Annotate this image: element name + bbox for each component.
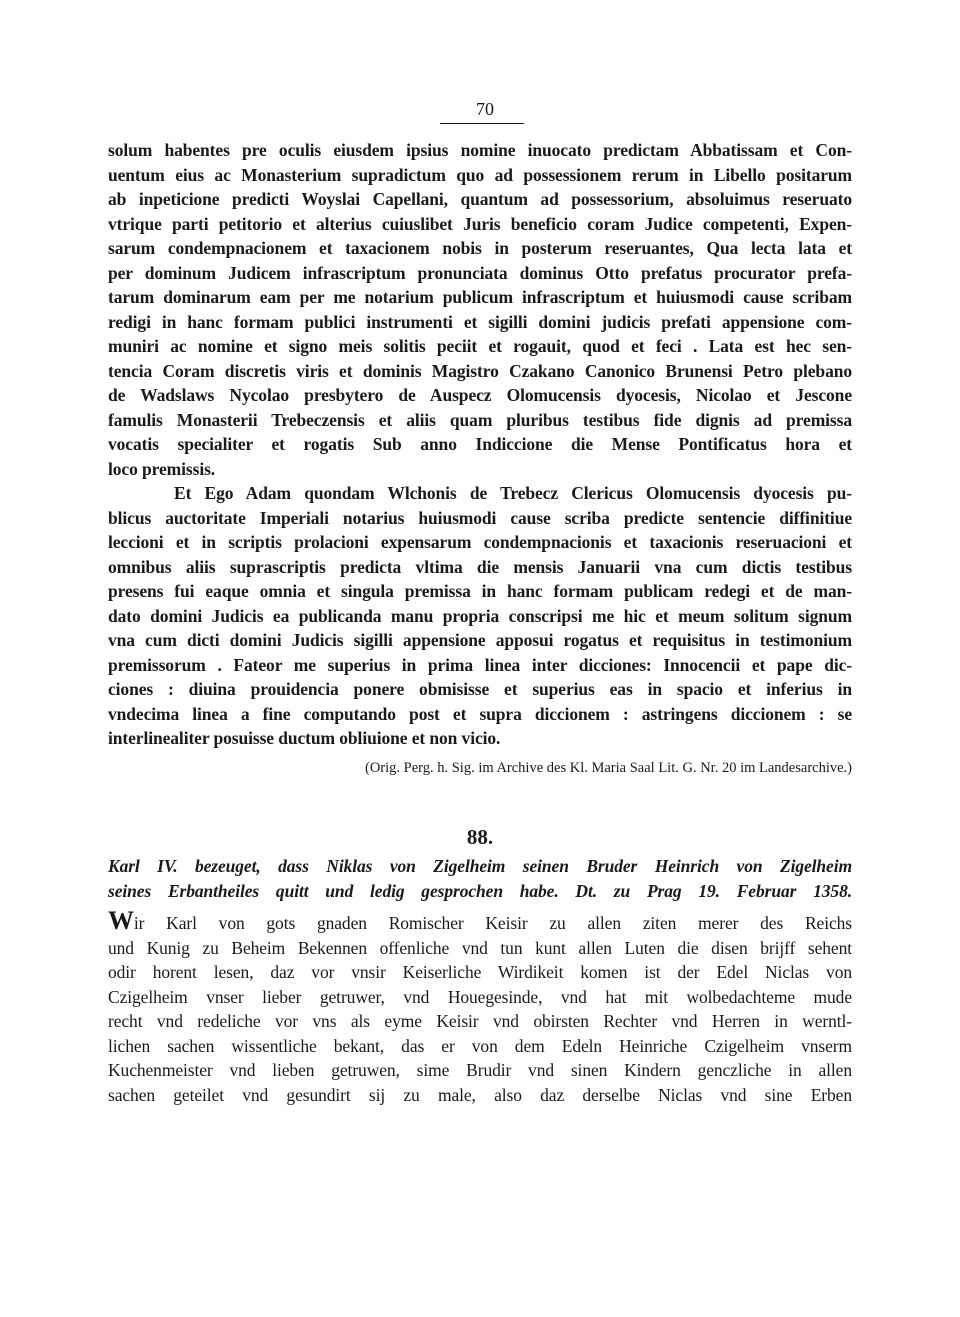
text-line: sachen geteilet vnd gesundirt sij zu male, also daz derselbe Niclas vnd sine Erben: [108, 1084, 852, 1105]
text-line: vndecima linea a fine computando post et supra diccionem : astringens diccionem : se: [108, 703, 852, 724]
text-line: ab inpeticione predicti Woyslai Capellani, quantum ad possessorium, absoluimus reseruato: [108, 189, 852, 209]
heading-line: Karl IV. bezeuget, dass Niklas von Zigelheim seinen Bruder Heinrich von Zigelheim: [108, 856, 852, 876]
text-line: vtrique parti petitorio et alterius cuiuslibet Juris beneficio coram Judice competenti, Expen-: [108, 213, 852, 234]
text-line: recht vnd redeliche vor vns als eyme Keisir vnd obirsten Rechter vnd Herren in werntl-: [108, 1011, 852, 1031]
text-line: lichen sachen wissentliche bekant, das er von dem Edeln Heinriche Czigelheim vnserm: [108, 1035, 852, 1056]
text-line: muniri ac nomine et signo meis solitis peciit et rogauit, quod et feci . Lata est hec sen-: [108, 336, 852, 356]
source-citation: (Orig. Perg. h. Sig. im Archive des Kl. Maria Saal Lit. G. Nr. 20 im Landesarchive.): [365, 760, 852, 776]
page-number-rule: [440, 123, 524, 124]
text-line: leccioni et in scriptis prolacioni expensarum condempnacionis et taxacionis reseruacioni et: [108, 532, 852, 552]
page-number: 70: [476, 99, 494, 119]
text-line: redigi in hanc formam publici instrumenti et sigilli domini judicis prefati appensione com-: [108, 311, 852, 332]
document-number: 88.: [466, 825, 494, 849]
paragraph-2: [108, 481, 852, 751]
text-line: vna cum dicti domini Judicis sigilli appensione apposui rogatus et requisitus in testimonium: [108, 630, 852, 650]
text-line: dato domini Judicis ea publicanda manu propria conscripsi me hic et meum solitum signum: [108, 605, 852, 626]
text-line: interlinealiter posuisse ductum obliuione et non vicio.: [108, 728, 501, 748]
text-line: famulis Monasterii Trebeczensis et aliis quam pluribus testibus fide dignis ad premissa: [108, 409, 852, 430]
text-line: und Kunig zu Beheim Bekennen offenliche vnd tun kunt allen Luten die disen brijff sehent: [108, 937, 852, 958]
text-line: solum habentes pre oculis eiusdem ipsius nomine inuocato predictam Abbatissam et Con-: [108, 140, 852, 160]
text-line: vocatis specialiter et rogatis Sub anno Indiccione die Mense Pontificatus hora et: [108, 434, 852, 454]
text-line: de Wadslaws Nycolao presbytero de Auspecz Olomucensis dyocesis, Nicolao et Jescone: [108, 385, 852, 405]
text-line: odir horent lesen, daz vor vnsir Keiserliche Wirdikeit komen ist der Edel Niclas von: [108, 962, 852, 982]
text-line: Et Ego Adam quondam Wlchonis de Trebecz Clericus Olomucensis dyocesis pu-: [174, 483, 852, 503]
text-line-first: [108, 906, 852, 936]
paragraph-1: [108, 138, 852, 481]
text-line: Kuchenmeister vnd lieben getruwen, sime Brudir vnd sinen Kindern genczliche in allen: [108, 1060, 852, 1080]
text-line: uentum eius ac Monasterium supradictum quo ad possessionem rerum in Libello positarum: [108, 164, 852, 185]
first-line-text: ir Karl von gots gnaden Romischer Keisir zu allen ziten merer des Reichs: [133, 913, 852, 933]
heading-line: seines Erbantheiles quitt und ledig gesprochen habe. Dt. zu Prag 19. Februar 1358.: [108, 881, 852, 901]
text-line: sarum condempnacionem et taxacionem nobis in posterum reseruantes, Qua lecta lata et: [108, 238, 852, 258]
text-line: tencia Coram discretis viris et dominis Magistro Czakano Canonico Brunensi Petro plebano: [108, 360, 852, 381]
text-line: loco premissis.: [108, 458, 216, 479]
text-line: omnibus aliis suprascriptis predicta vltima die mensis Januarii vna cum dictis testibus: [108, 556, 852, 577]
text-line: per dominum Judicem infrascriptum pronunciata dominus Otto prefatus procurator prefa-: [108, 262, 852, 283]
drop-cap: W: [108, 906, 134, 935]
text-line: tarum dominarum eam per me notarium publicum infrascriptum et huiusmodi cause scribam: [108, 287, 852, 307]
text-line: premissorum . Fateor me superius in prima linea inter dicciones: Innocencii et pape dic-: [108, 654, 852, 675]
text-line: ciones : diuina prouidencia ponere obmisisse et superius eas in spacio et inferius in: [108, 679, 852, 699]
document-body: [108, 906, 852, 1107]
text-line: Czigelheim vnser lieber getruwer, vnd Houegesinde, vnd hat mit wolbedachteme mude: [108, 986, 852, 1007]
document-heading: [108, 854, 852, 904]
text-line: presens fui eaque omnia et singula premissa in hanc formam publicam redegi et de man-: [108, 581, 852, 601]
text-line: blicus auctoritate Imperiali notarius huiusmodi cause scriba predicte sentencie diffinitiue: [108, 507, 852, 528]
